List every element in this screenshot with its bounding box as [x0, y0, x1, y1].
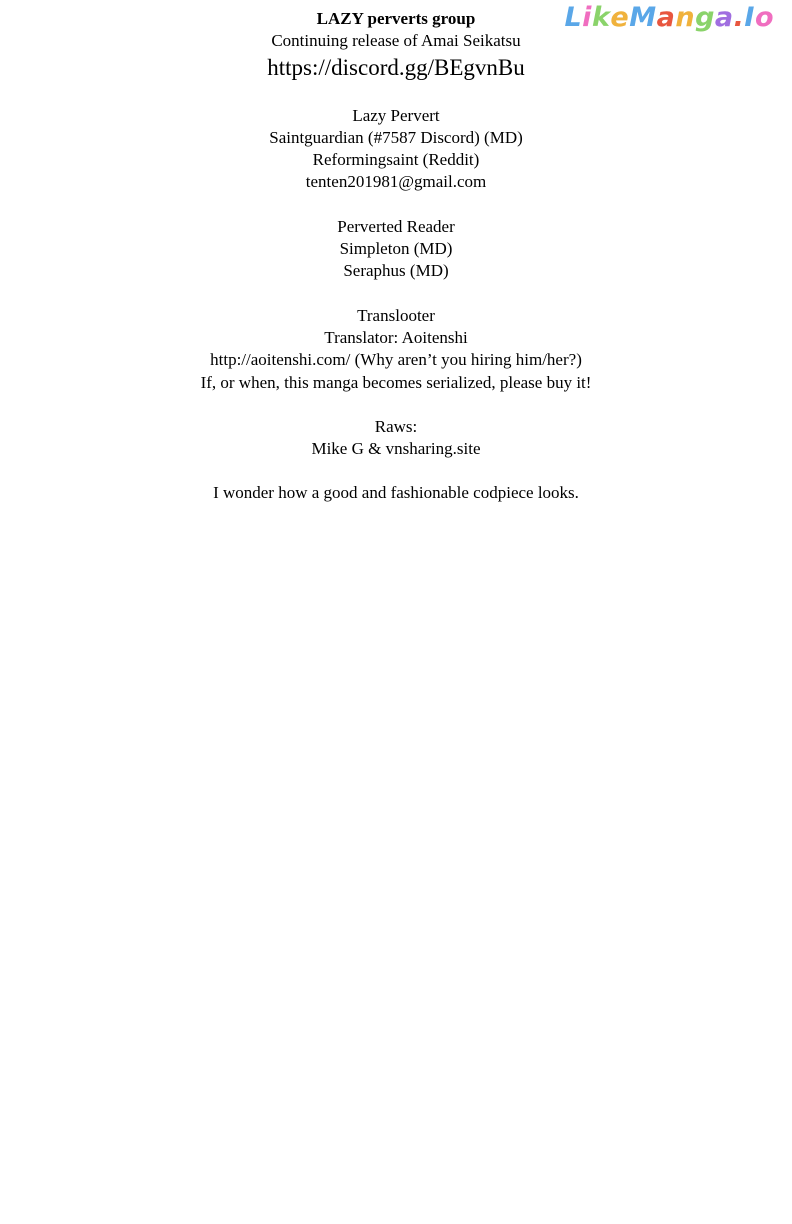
role-title-translooter: Translooter: [357, 305, 435, 325]
role-member-raws: Mike G & vnsharing.site: [311, 439, 481, 459]
role-member: Saintguardian (#7587 Discord) (MD): [269, 127, 523, 147]
group-name: LAZY perverts group: [316, 9, 476, 28]
release-note: Continuing release of Amai Seikatsu: [271, 31, 521, 51]
closing-note: I wonder how a good and fashionable codpiece looks.: [213, 483, 579, 503]
role-member: Seraphus (MD): [343, 261, 449, 281]
role-member-email[interactable]: tenten201981@gmail.com: [305, 172, 487, 192]
role-member-translator: Translator: Aoitenshi: [324, 327, 468, 347]
role-title-lazy-pervert: Lazy Pervert: [352, 105, 440, 125]
role-member: Reformingsaint (Reddit): [312, 150, 480, 170]
role-title-raws: Raws:: [374, 416, 418, 436]
role-member: Simpleton (MD): [339, 239, 453, 259]
role-title-perverted-reader: Perverted Reader: [337, 216, 455, 236]
likemanga-watermark-logo: LikeManga.Io: [564, 2, 774, 33]
credits-block: [0, 0, 792, 505]
role-member-buy-note: If, or when, this manga becomes serialized, please buy it!: [200, 372, 592, 392]
discord-link[interactable]: https://discord.gg/BEgvnBu: [267, 54, 525, 80]
role-member-site-link[interactable]: http://aoitenshi.com/ (Why aren’t you hiring him/her?): [210, 350, 582, 370]
